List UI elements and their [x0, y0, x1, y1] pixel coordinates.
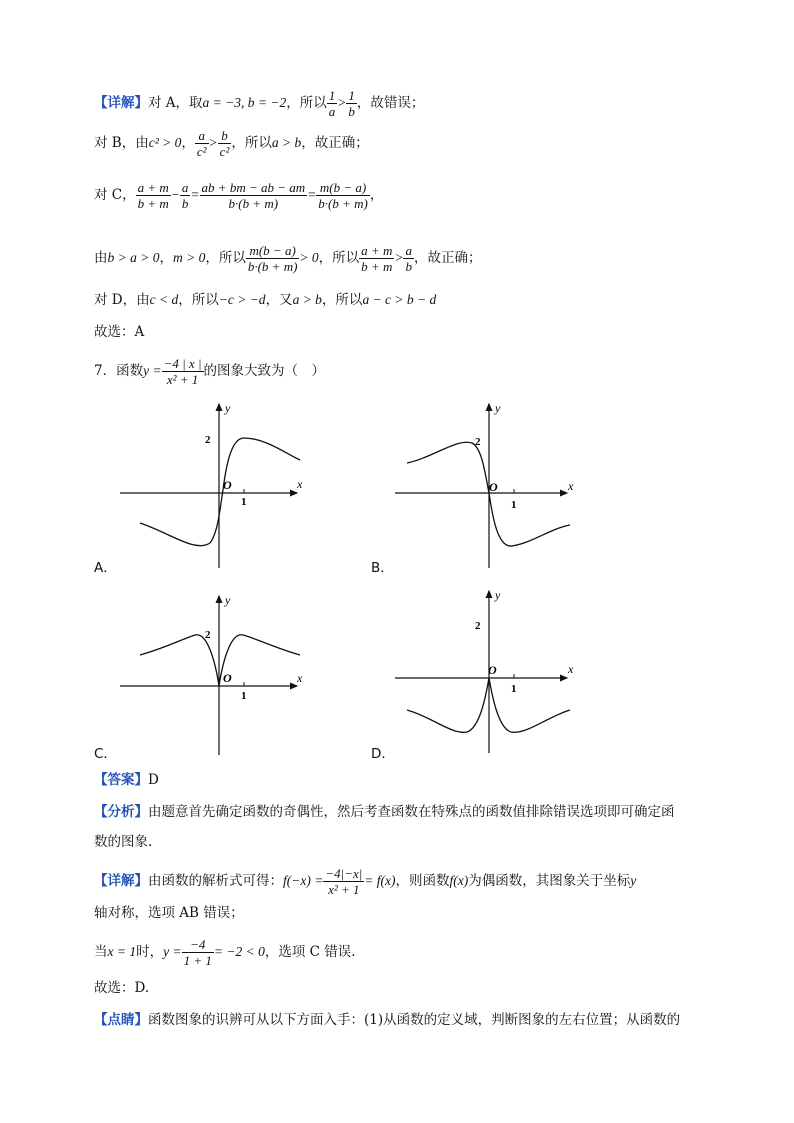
svg-text:x: x	[568, 479, 574, 493]
graph-c	[115, 590, 315, 760]
question-7: 7．函数y = $\frac{-4 | x |}{\text{x² + 1}}$ 的图象大致为（ ）	[94, 356, 326, 387]
detail2-line-2: 轴对称，选项 AB 错误；	[94, 905, 244, 921]
fraction: $\frac{a}{\text{c²}}$	[196, 128, 207, 159]
detail-line-b: 对 B，由c² > 0， $\frac{a}{\text{c²}}$ > $\frac{b}{\text{c²}}$ ，所以a > b，故正确；	[94, 128, 369, 159]
detail-line-c2: 由b > a > 0，m > 0，所以 $\frac{m(b - a)}{b\cdot(b + m)}$ > 0，所以 $\frac{a + m}{b + m}$ > $\frac{a}{b}$ ，故正确；	[94, 243, 482, 274]
fraction: $\frac{1}{b}$	[348, 88, 355, 119]
fraction: $\frac{a}{b}$	[405, 243, 412, 274]
detail-line-c: 对 C， $\frac{a + m}{b + m}$ − $\frac{a}{b}$ = $\frac{ab + bm - ab - am}{b\cdot(b + m)}$ = $\frac{m(b - a)}{b\cdot(b + m)}$ ，	[94, 180, 384, 211]
svg-text:1: 1	[241, 690, 247, 702]
fraction: $\frac{-4}{1 + 1}$	[183, 937, 212, 968]
detail-label: 【详解】	[94, 95, 148, 111]
svg-text:O: O	[223, 671, 232, 685]
fraction: $\frac{m(b - a)}{b\cdot(b + m)}$	[318, 180, 368, 211]
option-b-label: B．	[371, 560, 394, 576]
comment-label: 【点睛】	[94, 1012, 148, 1028]
fraction: $\frac{a}{b}$	[181, 180, 189, 211]
option-a-label: A．	[94, 560, 117, 576]
analysis-line-2: 数的图象.	[94, 834, 153, 850]
svg-text:O: O	[488, 663, 497, 677]
detail-line-a: 【详解】对 A，取a = −3, b = −2，所以 $\frac{1}{a}$ > $\frac{1}{b}$ ，故错误；	[94, 88, 425, 119]
answer-line	[94, 770, 159, 790]
fraction: $\frac{a + m}{b + m}$	[137, 180, 169, 211]
svg-text:2: 2	[205, 434, 211, 446]
graph-d	[392, 585, 582, 757]
svg-text:1: 1	[511, 499, 517, 511]
comment-line: 【点睛】函数图象的识辨可从以下方面入手：(1)从函数的定义域，判断图象的左右位置；从函数的	[94, 1012, 681, 1028]
choice-d-line: 故选：D.	[94, 980, 150, 996]
svg-text:2: 2	[205, 629, 211, 641]
choice-a-line: 故选：A	[94, 324, 145, 340]
detail-label-2: 【详解】	[94, 873, 148, 889]
fraction: $\frac{b}{\text{c²}}$	[219, 128, 230, 159]
detail-line-d: 对 D，由c < d，所以−c > −d，又a > b，所以a − c > b − d	[94, 292, 437, 308]
svg-text:x: x	[297, 477, 303, 491]
fraction: $\frac{-4 | x |}{\text{x² + 1}}$	[163, 356, 202, 387]
svg-text:y: y	[495, 588, 501, 602]
graph-b	[392, 398, 582, 576]
svg-text:y: y	[495, 401, 501, 415]
fraction: $\frac{-4|-x|}{\text{x² + 1}}$	[325, 866, 363, 897]
svg-text:y: y	[225, 401, 231, 415]
analysis-label: 【分析】	[94, 804, 148, 820]
detail2-line-3: 当x = 1时，y = $\frac{-4}{1 + 1}$ = −2 < 0，选项 C 错误.	[94, 937, 356, 968]
fraction: $\frac{1}{a}$	[328, 88, 336, 119]
svg-text:2: 2	[475, 620, 481, 632]
fraction: $\frac{a + m}{b + m}$	[361, 243, 393, 274]
option-d-label: D．	[371, 746, 395, 762]
svg-text:O: O	[489, 480, 498, 494]
answer-value: D	[148, 772, 159, 788]
detail2-line-1: 【详解】由函数的解析式可得：f(−x) = $\frac{-4|-x|}{\text{x² + 1}}$ = f(x)，则函数f(x)为偶函数，其图象关于坐标y	[94, 866, 637, 897]
graph-a	[115, 398, 315, 576]
svg-text:x: x	[568, 662, 574, 676]
svg-text:x: x	[297, 671, 303, 685]
fraction: $\frac{m(b - a)}{b\cdot(b + m)}$	[247, 243, 298, 274]
svg-text:1: 1	[511, 683, 517, 695]
answer-label: 【答案】	[94, 772, 148, 788]
svg-text:1: 1	[241, 496, 247, 508]
svg-text:y: y	[225, 593, 231, 607]
analysis-line-1: 【分析】由题意首先确定函数的奇偶性，然后考查函数在特殊点的函数值排除错误选项即可确定函	[94, 804, 675, 820]
fraction: $\frac{ab + bm - ab - am}{b\cdot(b + m)}$	[201, 180, 306, 211]
svg-text:O: O	[223, 478, 232, 492]
svg-text:2: 2	[475, 436, 481, 448]
option-c-label: C．	[94, 746, 117, 762]
